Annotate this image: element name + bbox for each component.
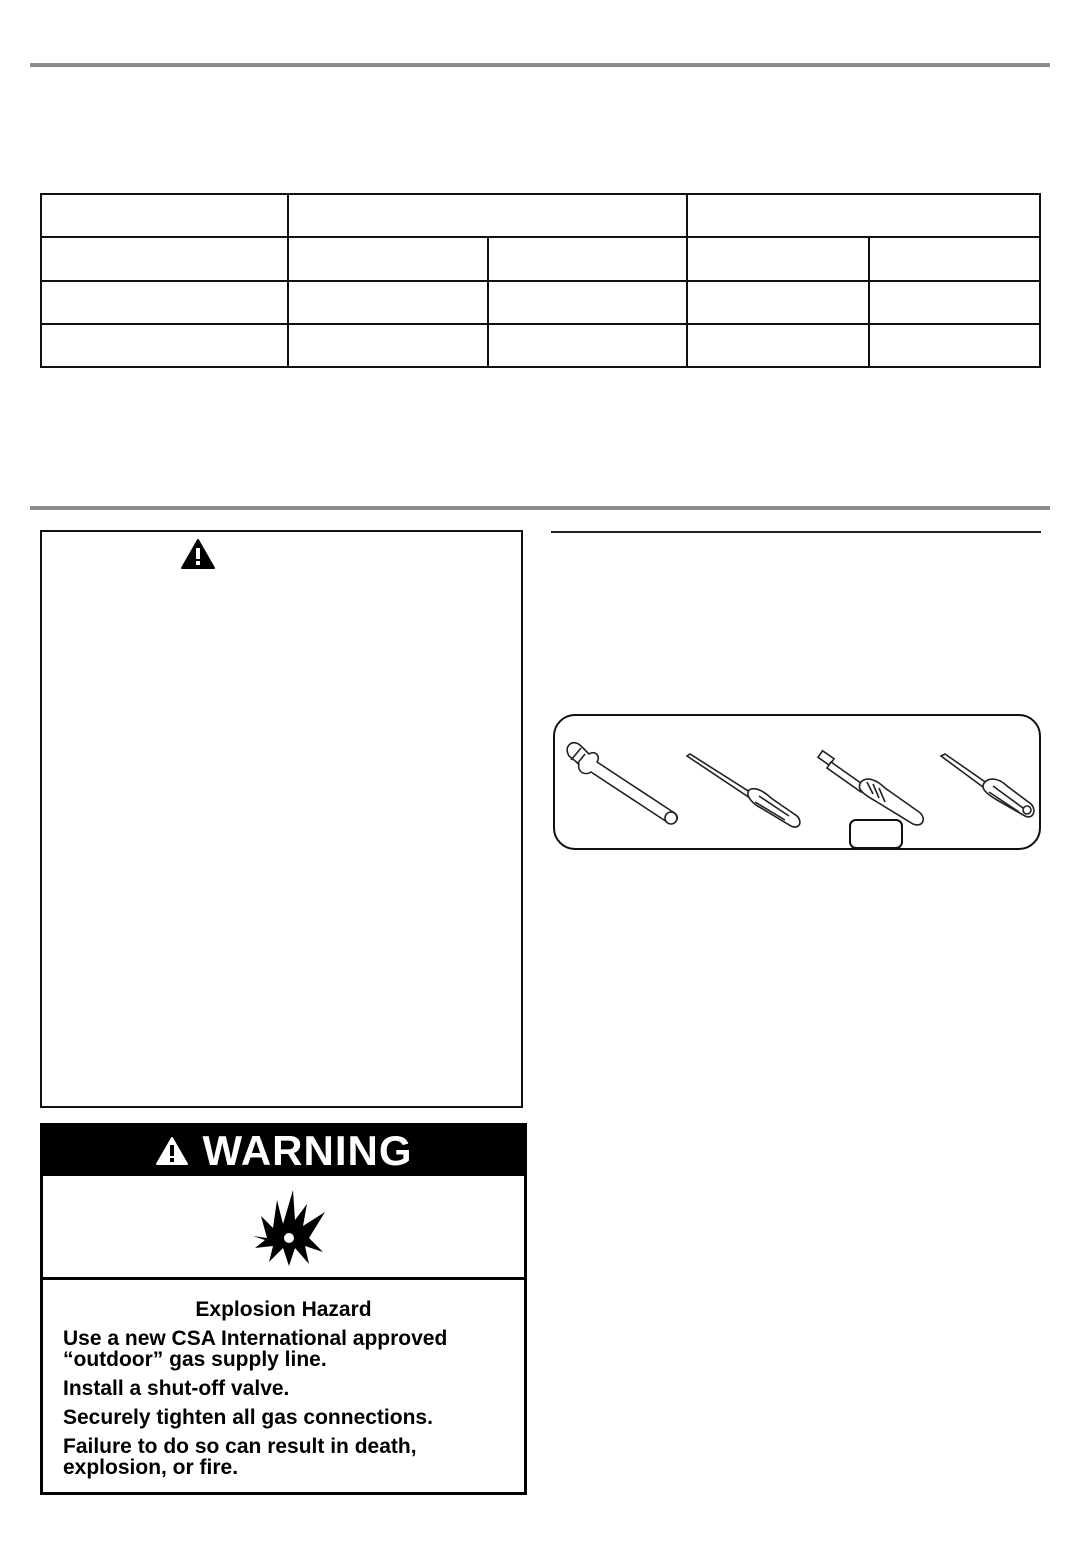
table-cell (687, 281, 869, 324)
nut-driver-icon (818, 751, 923, 825)
table-row (41, 237, 1040, 280)
warning-title: WARNING (202, 1127, 413, 1174)
specifications-table (40, 193, 1041, 368)
hazard-symbol-area (43, 1176, 524, 1280)
section-divider-middle (30, 506, 1050, 510)
table-row (41, 281, 1040, 324)
table-cell (869, 324, 1040, 367)
table-cell (41, 237, 288, 280)
hazard-line: Failure to do so can result in death, explosion, or fire. (63, 1435, 417, 1479)
phillips-screwdriver-icon (941, 754, 1034, 817)
table-row (41, 194, 1040, 237)
table-cell (869, 237, 1040, 280)
table-cell (687, 237, 869, 280)
hazard-line: Use a new CSA International approved “outdoor” gas supply line. (63, 1327, 448, 1371)
hazard-line: Install a shut-off valve. (63, 1377, 290, 1400)
table-cell (288, 194, 687, 237)
adjustable-wrench-icon (567, 743, 677, 824)
column-divider (551, 531, 1041, 533)
table-cell (687, 194, 1040, 237)
flat-screwdriver-icon (687, 754, 800, 827)
table-cell (288, 281, 488, 324)
table-cell (41, 281, 288, 324)
table-cell (41, 194, 288, 237)
hazard-title: Explosion Hazard (195, 1298, 372, 1321)
table-cell (488, 324, 687, 367)
table-cell (288, 237, 488, 280)
table-cell (488, 281, 687, 324)
caution-note-box (40, 530, 523, 1108)
hazard-instructions (63, 1328, 513, 1486)
table-cell (869, 281, 1040, 324)
table-cell (687, 324, 869, 367)
warning-triangle-icon (155, 1136, 189, 1166)
explosion-hazard-warning (40, 1123, 527, 1495)
table-row (41, 324, 1040, 367)
warning-header (43, 1126, 524, 1176)
table-cell (41, 324, 288, 367)
table-cell (288, 324, 488, 367)
table-cell (488, 237, 687, 280)
explosion-icon (249, 1186, 329, 1268)
tool-label-frame (850, 820, 902, 848)
warning-triangle-icon (180, 538, 216, 570)
hazard-line: Securely tighten all gas connections. (63, 1406, 433, 1429)
tools-illustration-panel (553, 714, 1041, 850)
section-divider-top (30, 63, 1050, 67)
